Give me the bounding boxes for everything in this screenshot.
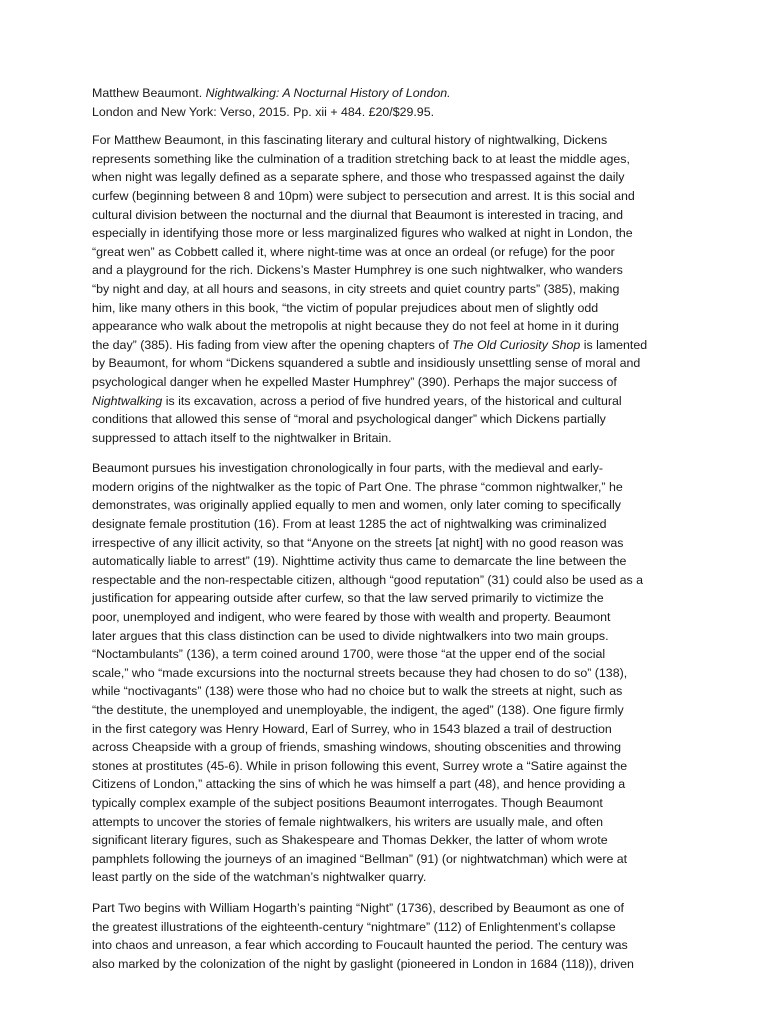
text-segment: also marked by the colonization of the night by gaslight (pioneered in London in 1684 (118)), driven [92, 956, 634, 971]
text-line [92, 459, 678, 478]
text-segment: attempts to uncover the stories of female nightwalkers, his writers are usually male, and often [92, 814, 604, 829]
text-segment: “by night and day, at all hours and seasons, in city streets and quiet country parts” (385), making [92, 281, 620, 296]
italic-title-text: Nightwalking [92, 393, 163, 408]
text-line [92, 429, 678, 448]
text-line [92, 850, 678, 869]
review-body [92, 131, 678, 973]
text-line [92, 534, 678, 553]
text-line [92, 478, 678, 497]
text-segment: “the destitute, the unemployed and unemployable, the indigent, the aged” (138). One figure firmly [92, 703, 624, 717]
text-line [92, 955, 678, 974]
text-line [92, 868, 678, 887]
text-segment: least partly on the side of the watchman’s nightwalker quarry. [92, 870, 427, 885]
citation-line-1 [92, 84, 678, 103]
text-line [92, 664, 678, 683]
text-segment: modern origins of the nightwalker as the topic of Part One. The phrase “common nightwalker,” he [92, 479, 623, 494]
text-segment: stones at prostitutes (45-6). While in prison following this event, Surrey wrote a “Satire against the [92, 758, 628, 773]
text-segment: into chaos and unreason, a fear which according to Foucault haunted the period. The century was [92, 938, 628, 953]
text-line [92, 738, 678, 757]
text-segment: “Noctambulants” (136), a term coined around 1700, were those “at the upper end of the social [92, 647, 606, 662]
text-line [92, 701, 678, 720]
text-line [92, 589, 678, 608]
text-line [92, 243, 678, 262]
review-page [92, 84, 678, 985]
text-line [92, 813, 678, 832]
text-segment: For Matthew Beaumont, in this fascinating literary and cultural history of nightwalking, Dickens [92, 133, 608, 148]
text-segment: justification for appearing outside after curfew, so that the law served primarily to victimize the [92, 591, 604, 606]
text-line [92, 354, 678, 373]
text-line [92, 496, 678, 515]
text-line [92, 571, 678, 590]
text-line [92, 336, 678, 355]
text-segment: automatically liable to arrest” (19). Nighttime activity thus came to demarcate the line between the [92, 554, 627, 569]
text-segment: significant literary figures, such as Shakespeare and Thomas Dekker, the latter of whom wrote [92, 833, 608, 848]
citation-header [92, 84, 678, 121]
text-line [92, 794, 678, 813]
text-line [92, 131, 678, 150]
text-line [92, 224, 678, 243]
text-segment: irrespective of any illicit activity, so that “Anyone on the streets [at night] with no good reason was [92, 535, 624, 550]
text-line [92, 899, 678, 918]
text-segment: the day” (385). His fading from view after the opening chapters of [92, 337, 453, 352]
text-segment: Citizens of London,” attacking the sins of which he was himself a part (48), and hence providing a [92, 777, 626, 792]
text-segment: is lamented [580, 337, 648, 352]
italic-title-text: The Old Curiosity Shop [452, 337, 581, 352]
text-line [92, 317, 678, 336]
text-segment: by Beaumont, for whom “Dickens squandered a subtle and insidiously unsettling sense of moral and [92, 356, 641, 371]
text-line [92, 392, 678, 411]
text-line [92, 410, 678, 429]
text-segment: while “noctivagants” (138) were those who had no choice but to walk the streets at night, such as [92, 684, 623, 699]
text-segment: and a playground for the rich. Dickens’s Master Humphrey is one such nightwalker, who wanders [92, 263, 623, 278]
citation-author: Matthew Beaumont. [92, 86, 206, 100]
text-line [92, 918, 678, 937]
text-line [92, 187, 678, 206]
text-segment: conditions that allowed this sense of “moral and psychological danger” which Dickens partially [92, 412, 606, 427]
text-segment: later argues that this class distinction can be used to divide nightwalkers into two main groups. [92, 628, 609, 643]
text-segment: across Cheapside with a group of friends, smashing windows, shouting obscenities and throwing [92, 740, 621, 755]
text-line [92, 552, 678, 571]
text-line [92, 720, 678, 739]
text-segment: cultural division between the nocturnal and the diurnal that Beaumont is interested in tracing, and [92, 207, 624, 222]
text-segment: pamphlets following the journeys of an imagined “Bellman” (91) (or nightwatchman) which were at [92, 851, 628, 866]
text-line [92, 299, 678, 318]
text-segment: the greatest illustrations of the eighteenth-century “nightmare” (112) of Enlightenment’s collapse [92, 919, 616, 934]
review-paragraph [92, 131, 678, 447]
text-line [92, 757, 678, 776]
text-segment: when night was legally defined as a separate sphere, and those who trespassed against the daily [92, 170, 625, 185]
text-segment: is its excavation, across a period of five hundred years, of the historical and cultural [162, 393, 622, 408]
text-segment: represents something like the culmination of a tradition stretching back to at least the middle ages, [92, 151, 630, 166]
text-line [92, 775, 678, 794]
text-segment: Part Two begins with William Hogarth’s painting “Night” (1736), described by Beaumont as one of [92, 900, 624, 915]
text-line [92, 373, 678, 392]
text-line [92, 608, 678, 627]
text-line [92, 682, 678, 701]
text-segment: curfew (beginning between 8 and 10pm) were subject to persecution and arrest. It is this social and [92, 188, 635, 203]
citation-book-title: Nightwalking: A Nocturnal History of London. [205, 86, 451, 100]
text-segment: poor, unemployed and indigent, who were feared by those with wealth and property. Beaumont [92, 610, 611, 625]
text-segment: psychological danger when he expelled Master Humphrey” (390). Perhaps the major success of [92, 374, 617, 389]
text-segment: typically complex example of the subject positions Beaumont interrogates. Though Beaumont [92, 795, 603, 810]
text-line [92, 206, 678, 225]
text-segment: suppressed to attach itself to the nightwalker in Britain. [92, 430, 392, 445]
text-segment: Beaumont pursues his investigation chronologically in four parts, with the medieval and early- [92, 461, 604, 476]
text-segment: appearance who walk about the metropolis at night because they do not feel at home in it during [92, 319, 619, 334]
text-segment: demonstrates, was originally applied equally to men and women, only later coming to specifically [92, 498, 621, 513]
text-segment: scale,” who “made excursions into the nocturnal streets because they had chosen to do so” (138), [92, 665, 628, 680]
text-line [92, 261, 678, 280]
text-line [92, 936, 678, 955]
text-segment: “great wen” as Cobbett called it, where night-time was at once an ordeal (or refuge) for the poor [92, 244, 615, 259]
text-segment: respectable and the non-respectable citizen, although “good reputation” (31) could also be used as a [92, 572, 644, 587]
review-paragraph [92, 459, 678, 887]
text-segment: especially in identifying those more or less marginalized figures who walked at night in London, the [92, 226, 633, 241]
text-line [92, 645, 678, 664]
text-segment: designate female prostitution (16). From at least 1285 the act of nightwalking was criminalized [92, 517, 607, 532]
text-segment: in the first category was Henry Howard, Earl of Surrey, who in 1543 blazed a trail of destruction [92, 721, 612, 736]
text-line [92, 168, 678, 187]
review-paragraph [92, 899, 678, 973]
text-segment: him, like many others in this book, “the victim of popular prejudices about men of slightly odd [92, 300, 599, 315]
text-line [92, 831, 678, 850]
text-line [92, 150, 678, 169]
citation-line-2: London and New York: Verso, 2015. Pp. xii + 484. £20/$29.95. [92, 104, 435, 119]
text-line [92, 627, 678, 646]
text-line [92, 280, 678, 299]
text-line [92, 515, 678, 534]
